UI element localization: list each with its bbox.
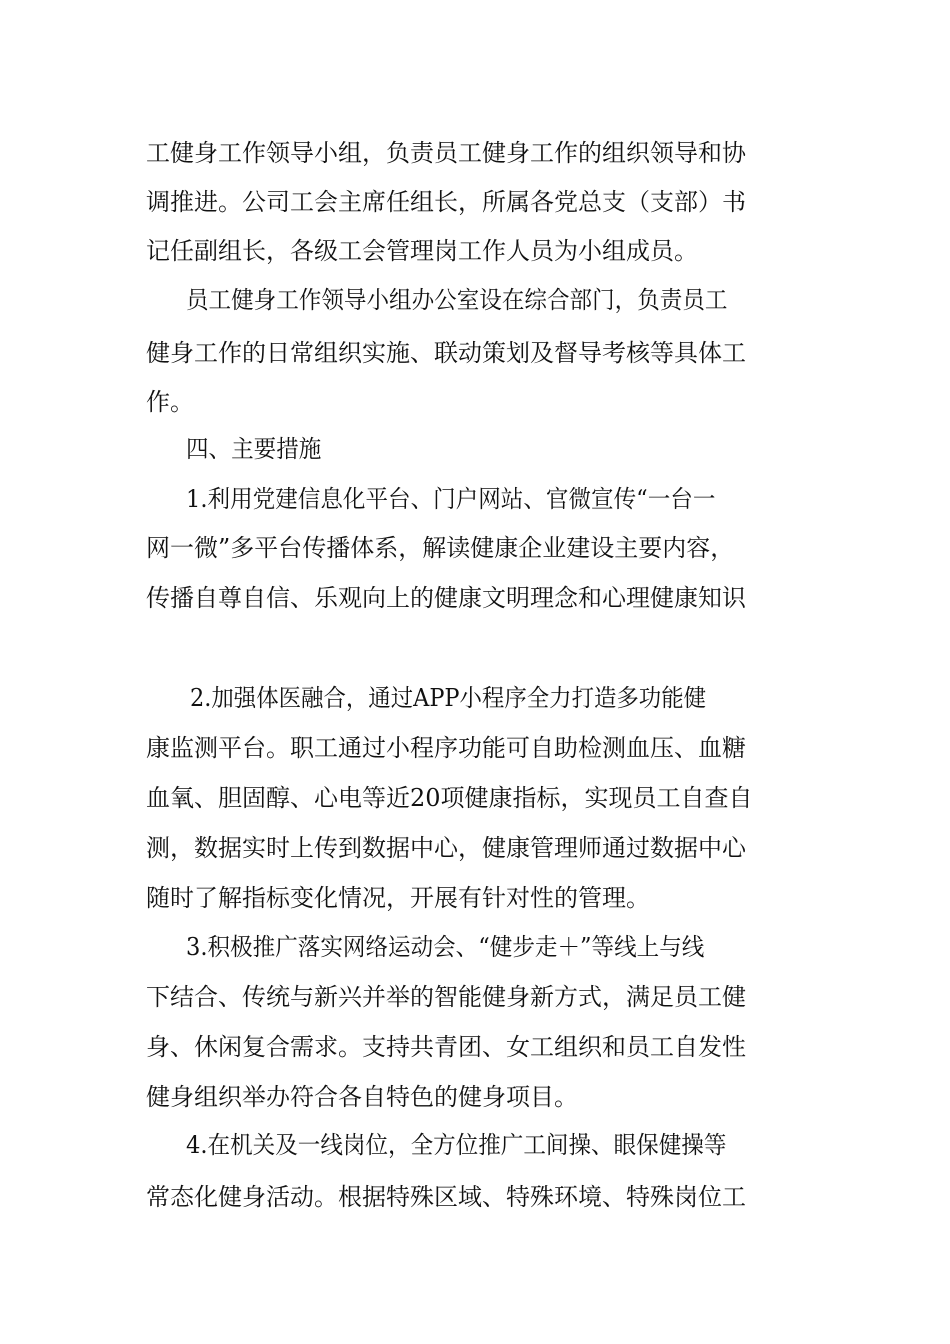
text-line: 调推进。公司工会主席任组长，所属各党总支（支部）书 — [146, 188, 746, 216]
paragraph-first-line: 2.加强体医融合，通过APP小程序全力打造多功能健 — [190, 684, 707, 712]
text-line: 健身组织举办符合各自特色的健身项目。 — [146, 1083, 578, 1111]
text-line: 传播自尊自信、乐观向上的健康文明理念和心理健康知识 — [146, 584, 746, 612]
text-line: 记任副组长，各级工会管理岗工作人员为小组成员。 — [146, 237, 698, 265]
paragraph-first-line: 1.利用党建信息化平台、门户网站、官微宣传“一台一 — [186, 485, 716, 513]
text-line: 健身工作的日常组织实施、联动策划及督导考核等具体工 — [146, 339, 746, 367]
text-line: 血氧、胆固醇、心电等近20项健康指标，实现员工自查自 — [146, 784, 753, 812]
text-line: 身、休闲复合需求。支持共青团、女工组织和员工自发性 — [146, 1033, 746, 1061]
text-line: 作。 — [146, 388, 194, 416]
text-line: 常态化健身活动。根据特殊区域、特殊环境、特殊岗位工 — [146, 1183, 746, 1211]
paragraph-first-line: 3.积极推广落实网络运动会、“健步走＋”等线上与线 — [186, 933, 705, 961]
paragraph-first-line: 4.在机关及一线岗位，全方位推广工间操、眼保健操等 — [186, 1131, 727, 1159]
text-line: 随时了解指标变化情况，开展有针对性的管理。 — [146, 884, 650, 912]
paragraph-first-line: 员工健身工作领导小组办公室设在综合部门，负责员工 — [186, 286, 728, 314]
text-line: 下结合、传统与新兴并举的智能健身新方式，满足员工健 — [146, 983, 746, 1011]
section-heading: 四、主要措施 — [186, 435, 322, 463]
text-line: 工健身工作领导小组，负责员工健身工作的组织领导和协 — [146, 139, 746, 167]
text-line: 测，数据实时上传到数据中心，健康管理师通过数据中心 — [146, 834, 746, 862]
text-line: 康监测平台。职工通过小程序功能可自助检测血压、血糖 — [146, 734, 746, 762]
text-line: 网一微”多平台传播体系，解读健康企业建设主要内容， — [146, 534, 735, 562]
